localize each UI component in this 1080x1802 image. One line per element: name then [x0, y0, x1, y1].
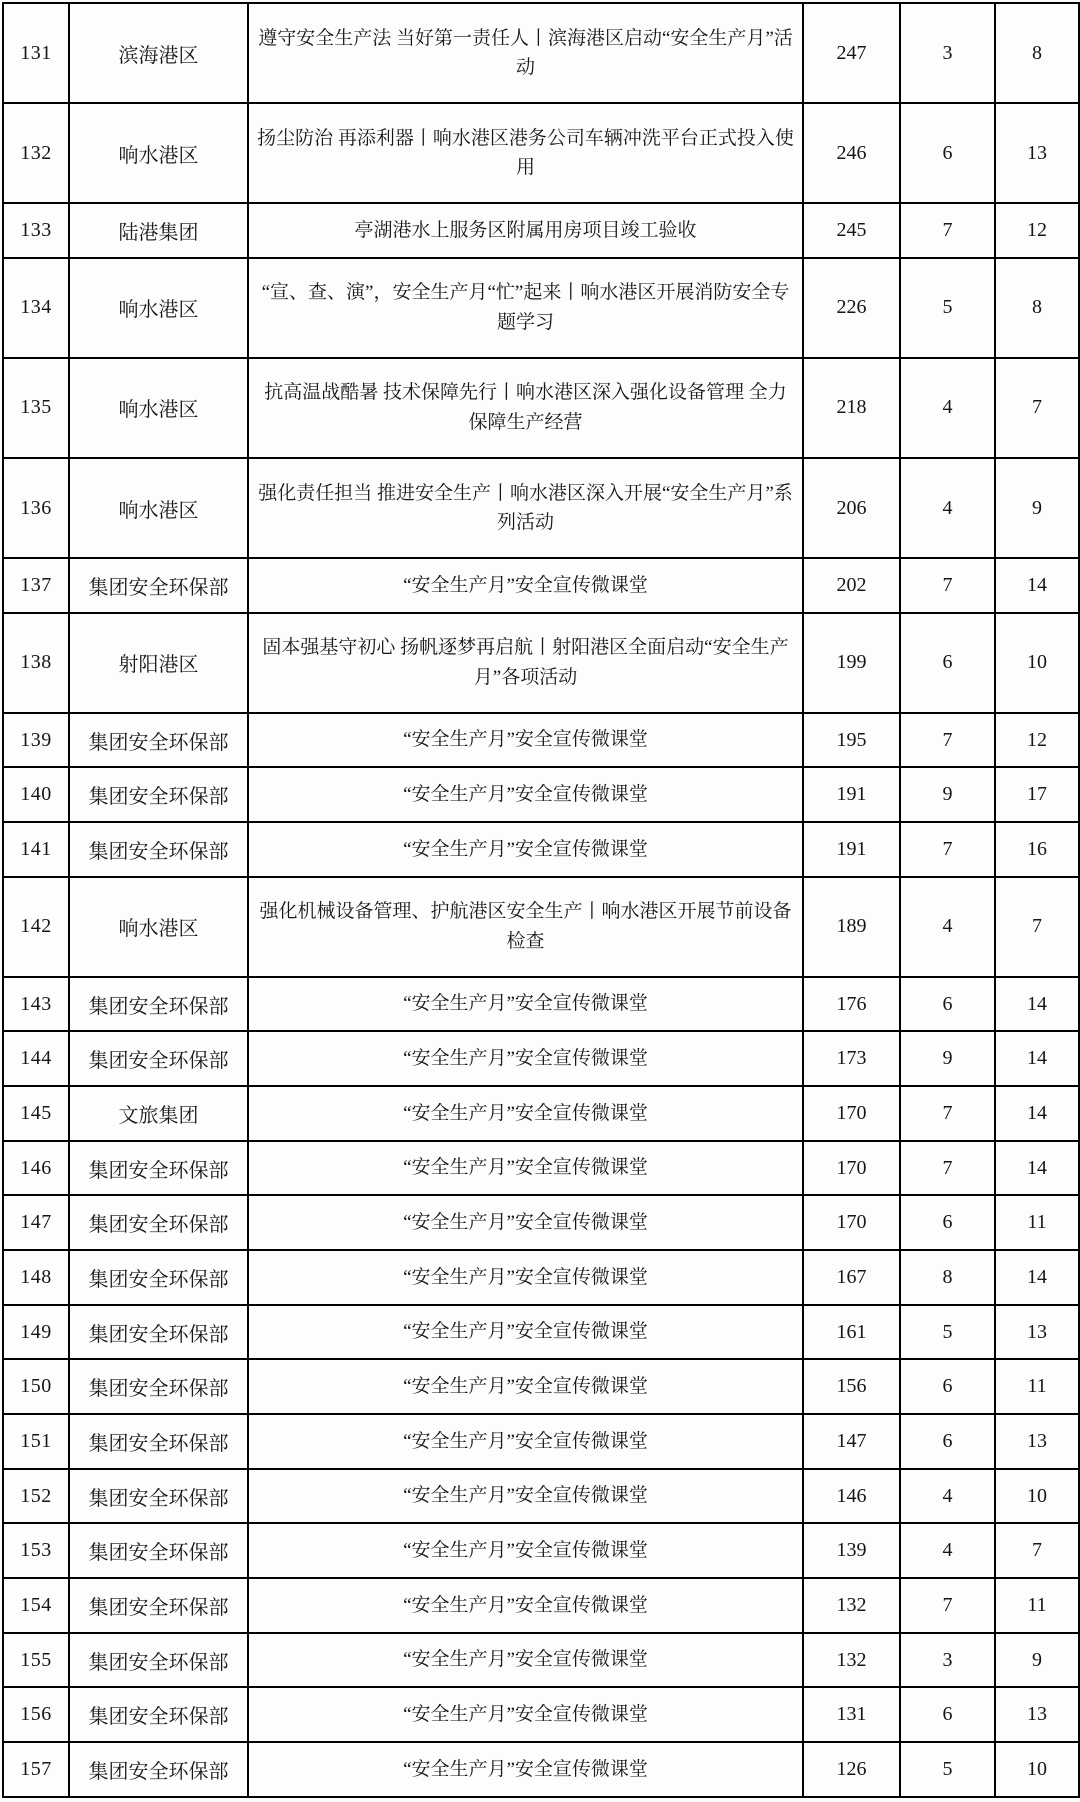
table-row	[3, 103, 1079, 203]
title-cell: 强化责任担当 推进安全生产丨响水港区深入开展“安全生产月”系列活动	[248, 458, 803, 558]
table-row	[3, 1687, 1079, 1742]
metric-2-cell: 7	[900, 713, 995, 768]
title-cell: 抗高温战酷暑 技术保障先行丨响水港区深入强化设备管理 全力保障生产经营	[248, 358, 803, 458]
rank-cell: 144	[3, 1031, 69, 1086]
table-row	[3, 1469, 1079, 1524]
rank-cell: 135	[3, 358, 69, 458]
rank-cell: 143	[3, 977, 69, 1032]
metric-2-cell: 6	[900, 977, 995, 1032]
metric-1-cell: 199	[803, 613, 900, 713]
metric-2-cell: 7	[900, 1578, 995, 1633]
org-cell: 集团安全环保部	[69, 1031, 248, 1086]
metric-2-cell: 6	[900, 1414, 995, 1469]
title-cell: “安全生产月”安全宣传微课堂	[248, 822, 803, 877]
org-cell: 响水港区	[69, 877, 248, 977]
title-cell: “安全生产月”安全宣传微课堂	[248, 977, 803, 1032]
rank-cell: 149	[3, 1305, 69, 1360]
metric-2-cell: 6	[900, 1687, 995, 1742]
metric-2-cell: 3	[900, 3, 995, 103]
metric-1-cell: 147	[803, 1414, 900, 1469]
title-cell: 强化机械设备管理、护航港区安全生产丨响水港区开展节前设备检查	[248, 877, 803, 977]
rank-cell: 141	[3, 822, 69, 877]
table-row	[3, 613, 1079, 713]
metric-1-cell: 131	[803, 1687, 900, 1742]
title-cell: 扬尘防治 再添利器丨响水港区港务公司车辆冲洗平台正式投入使用	[248, 103, 803, 203]
metric-1-cell: 167	[803, 1250, 900, 1305]
title-cell: “安全生产月”安全宣传微课堂	[248, 1250, 803, 1305]
table-row	[3, 1523, 1079, 1578]
metric-2-cell: 6	[900, 103, 995, 203]
org-cell: 集团安全环保部	[69, 558, 248, 613]
metric-3-cell: 8	[995, 258, 1079, 358]
metric-2-cell: 6	[900, 1359, 995, 1414]
rank-cell: 136	[3, 458, 69, 558]
org-cell: 集团安全环保部	[69, 1469, 248, 1524]
org-cell: 滨海港区	[69, 3, 248, 103]
metric-3-cell: 13	[995, 1687, 1079, 1742]
table-row	[3, 1578, 1079, 1633]
metric-1-cell: 156	[803, 1359, 900, 1414]
title-cell: “安全生产月”安全宣传微课堂	[248, 558, 803, 613]
org-cell: 响水港区	[69, 458, 248, 558]
metric-3-cell: 14	[995, 1141, 1079, 1196]
metric-3-cell: 14	[995, 1250, 1079, 1305]
rank-cell: 156	[3, 1687, 69, 1742]
metric-1-cell: 189	[803, 877, 900, 977]
title-cell: “安全生产月”安全宣传微课堂	[248, 767, 803, 822]
rank-cell: 146	[3, 1141, 69, 1196]
metric-2-cell: 5	[900, 1742, 995, 1797]
metric-3-cell: 11	[995, 1359, 1079, 1414]
table-row	[3, 1250, 1079, 1305]
org-cell: 集团安全环保部	[69, 977, 248, 1032]
table-row	[3, 977, 1079, 1032]
table-row	[3, 258, 1079, 358]
metric-3-cell: 11	[995, 1578, 1079, 1633]
metric-2-cell: 3	[900, 1633, 995, 1688]
table-row	[3, 203, 1079, 258]
rank-cell: 151	[3, 1414, 69, 1469]
metric-1-cell: 246	[803, 103, 900, 203]
table-row	[3, 877, 1079, 977]
publication-stats-table	[2, 2, 1080, 1798]
title-cell: “安全生产月”安全宣传微课堂	[248, 1687, 803, 1742]
title-cell: “安全生产月”安全宣传微课堂	[248, 1633, 803, 1688]
rank-cell: 155	[3, 1633, 69, 1688]
title-cell: “安全生产月”安全宣传微课堂	[248, 1141, 803, 1196]
metric-1-cell: 170	[803, 1141, 900, 1196]
metric-2-cell: 7	[900, 558, 995, 613]
metric-2-cell: 7	[900, 1086, 995, 1141]
metric-3-cell: 9	[995, 458, 1079, 558]
metric-2-cell: 9	[900, 767, 995, 822]
metric-1-cell: 126	[803, 1742, 900, 1797]
rank-cell: 134	[3, 258, 69, 358]
metric-3-cell: 12	[995, 713, 1079, 768]
title-cell: “安全生产月”安全宣传微课堂	[248, 1195, 803, 1250]
metric-1-cell: 245	[803, 203, 900, 258]
table-row	[3, 713, 1079, 768]
rank-cell: 153	[3, 1523, 69, 1578]
metric-1-cell: 191	[803, 767, 900, 822]
table-row	[3, 1195, 1079, 1250]
table-row	[3, 1633, 1079, 1688]
rank-cell: 142	[3, 877, 69, 977]
metric-3-cell: 7	[995, 358, 1079, 458]
org-cell: 集团安全环保部	[69, 1359, 248, 1414]
metric-3-cell: 8	[995, 3, 1079, 103]
metric-2-cell: 4	[900, 877, 995, 977]
rank-cell: 132	[3, 103, 69, 203]
metric-2-cell: 4	[900, 458, 995, 558]
metric-2-cell: 4	[900, 358, 995, 458]
org-cell: 集团安全环保部	[69, 713, 248, 768]
metric-1-cell: 191	[803, 822, 900, 877]
metric-2-cell: 7	[900, 1141, 995, 1196]
table-row	[3, 558, 1079, 613]
rank-cell: 147	[3, 1195, 69, 1250]
metric-1-cell: 132	[803, 1578, 900, 1633]
rank-cell: 133	[3, 203, 69, 258]
org-cell: 集团安全环保部	[69, 1633, 248, 1688]
metric-3-cell: 13	[995, 1305, 1079, 1360]
title-cell: “安全生产月”安全宣传微课堂	[248, 1031, 803, 1086]
org-cell: 集团安全环保部	[69, 1305, 248, 1360]
title-cell: “安全生产月”安全宣传微课堂	[248, 1414, 803, 1469]
org-cell: 集团安全环保部	[69, 767, 248, 822]
metric-1-cell: 161	[803, 1305, 900, 1360]
title-cell: “安全生产月”安全宣传微课堂	[248, 1086, 803, 1141]
rank-cell: 154	[3, 1578, 69, 1633]
title-cell: “安全生产月”安全宣传微课堂	[248, 1359, 803, 1414]
org-cell: 集团安全环保部	[69, 1250, 248, 1305]
title-cell: “安全生产月”安全宣传微课堂	[248, 1578, 803, 1633]
rank-cell: 137	[3, 558, 69, 613]
metric-2-cell: 9	[900, 1031, 995, 1086]
metric-2-cell: 5	[900, 258, 995, 358]
metric-2-cell: 4	[900, 1469, 995, 1524]
metric-2-cell: 5	[900, 1305, 995, 1360]
org-cell: 集团安全环保部	[69, 1195, 248, 1250]
table-row	[3, 1359, 1079, 1414]
metric-1-cell: 170	[803, 1195, 900, 1250]
rank-cell: 157	[3, 1742, 69, 1797]
org-cell: 集团安全环保部	[69, 1523, 248, 1578]
org-cell: 陆港集团	[69, 203, 248, 258]
metric-3-cell: 13	[995, 1414, 1079, 1469]
metric-3-cell: 17	[995, 767, 1079, 822]
title-cell: “安全生产月”安全宣传微课堂	[248, 1469, 803, 1524]
title-cell: 固本强基守初心 扬帆逐梦再启航丨射阳港区全面启动“安全生产月”各项活动	[248, 613, 803, 713]
rank-cell: 139	[3, 713, 69, 768]
metric-1-cell: 170	[803, 1086, 900, 1141]
rank-cell: 140	[3, 767, 69, 822]
title-cell: “安全生产月”安全宣传微课堂	[248, 1523, 803, 1578]
rank-cell: 145	[3, 1086, 69, 1141]
table-row	[3, 822, 1079, 877]
metric-1-cell: 132	[803, 1633, 900, 1688]
table-row	[3, 358, 1079, 458]
metric-1-cell: 206	[803, 458, 900, 558]
table-row	[3, 3, 1079, 103]
title-cell: “宣、查、演”，安全生产月“忙”起来丨响水港区开展消防安全专题学习	[248, 258, 803, 358]
metric-3-cell: 10	[995, 1742, 1079, 1797]
metric-1-cell: 146	[803, 1469, 900, 1524]
table-row	[3, 1742, 1079, 1797]
metric-2-cell: 7	[900, 203, 995, 258]
org-cell: 集团安全环保部	[69, 1414, 248, 1469]
metric-3-cell: 9	[995, 1633, 1079, 1688]
title-cell: 遵守安全生产法 当好第一责任人丨滨海港区启动“安全生产月”活动	[248, 3, 803, 103]
org-cell: 响水港区	[69, 103, 248, 203]
org-cell: 集团安全环保部	[69, 1687, 248, 1742]
metric-1-cell: 247	[803, 3, 900, 103]
metric-1-cell: 176	[803, 977, 900, 1032]
table-row	[3, 1031, 1079, 1086]
metric-1-cell: 139	[803, 1523, 900, 1578]
org-cell: 集团安全环保部	[69, 1742, 248, 1797]
metric-3-cell: 14	[995, 1031, 1079, 1086]
metric-2-cell: 4	[900, 1523, 995, 1578]
table-row	[3, 1141, 1079, 1196]
title-cell: “安全生产月”安全宣传微课堂	[248, 1742, 803, 1797]
rank-cell: 131	[3, 3, 69, 103]
metric-1-cell: 202	[803, 558, 900, 613]
rank-cell: 138	[3, 613, 69, 713]
rank-cell: 152	[3, 1469, 69, 1524]
metric-3-cell: 10	[995, 613, 1079, 713]
rank-cell: 150	[3, 1359, 69, 1414]
metric-2-cell: 7	[900, 822, 995, 877]
table-row	[3, 458, 1079, 558]
title-cell: 亭湖港水上服务区附属用房项目竣工验收	[248, 203, 803, 258]
metric-1-cell: 226	[803, 258, 900, 358]
metric-3-cell: 13	[995, 103, 1079, 203]
metric-3-cell: 14	[995, 558, 1079, 613]
org-cell: 射阳港区	[69, 613, 248, 713]
table-row	[3, 1086, 1079, 1141]
table-row	[3, 1414, 1079, 1469]
org-cell: 响水港区	[69, 258, 248, 358]
metric-2-cell: 8	[900, 1250, 995, 1305]
metric-1-cell: 195	[803, 713, 900, 768]
metric-3-cell: 11	[995, 1195, 1079, 1250]
metric-3-cell: 14	[995, 977, 1079, 1032]
metric-3-cell: 16	[995, 822, 1079, 877]
metric-3-cell: 7	[995, 877, 1079, 977]
table-body	[3, 3, 1079, 1797]
metric-2-cell: 6	[900, 1195, 995, 1250]
org-cell: 集团安全环保部	[69, 1578, 248, 1633]
title-cell: “安全生产月”安全宣传微课堂	[248, 1305, 803, 1360]
table-row	[3, 767, 1079, 822]
metric-3-cell: 14	[995, 1086, 1079, 1141]
org-cell: 响水港区	[69, 358, 248, 458]
metric-3-cell: 12	[995, 203, 1079, 258]
metric-1-cell: 173	[803, 1031, 900, 1086]
table-row	[3, 1305, 1079, 1360]
org-cell: 集团安全环保部	[69, 1141, 248, 1196]
metric-3-cell: 10	[995, 1469, 1079, 1524]
metric-1-cell: 218	[803, 358, 900, 458]
rank-cell: 148	[3, 1250, 69, 1305]
metric-2-cell: 6	[900, 613, 995, 713]
org-cell: 文旅集团	[69, 1086, 248, 1141]
title-cell: “安全生产月”安全宣传微课堂	[248, 713, 803, 768]
org-cell: 集团安全环保部	[69, 822, 248, 877]
metric-3-cell: 7	[995, 1523, 1079, 1578]
